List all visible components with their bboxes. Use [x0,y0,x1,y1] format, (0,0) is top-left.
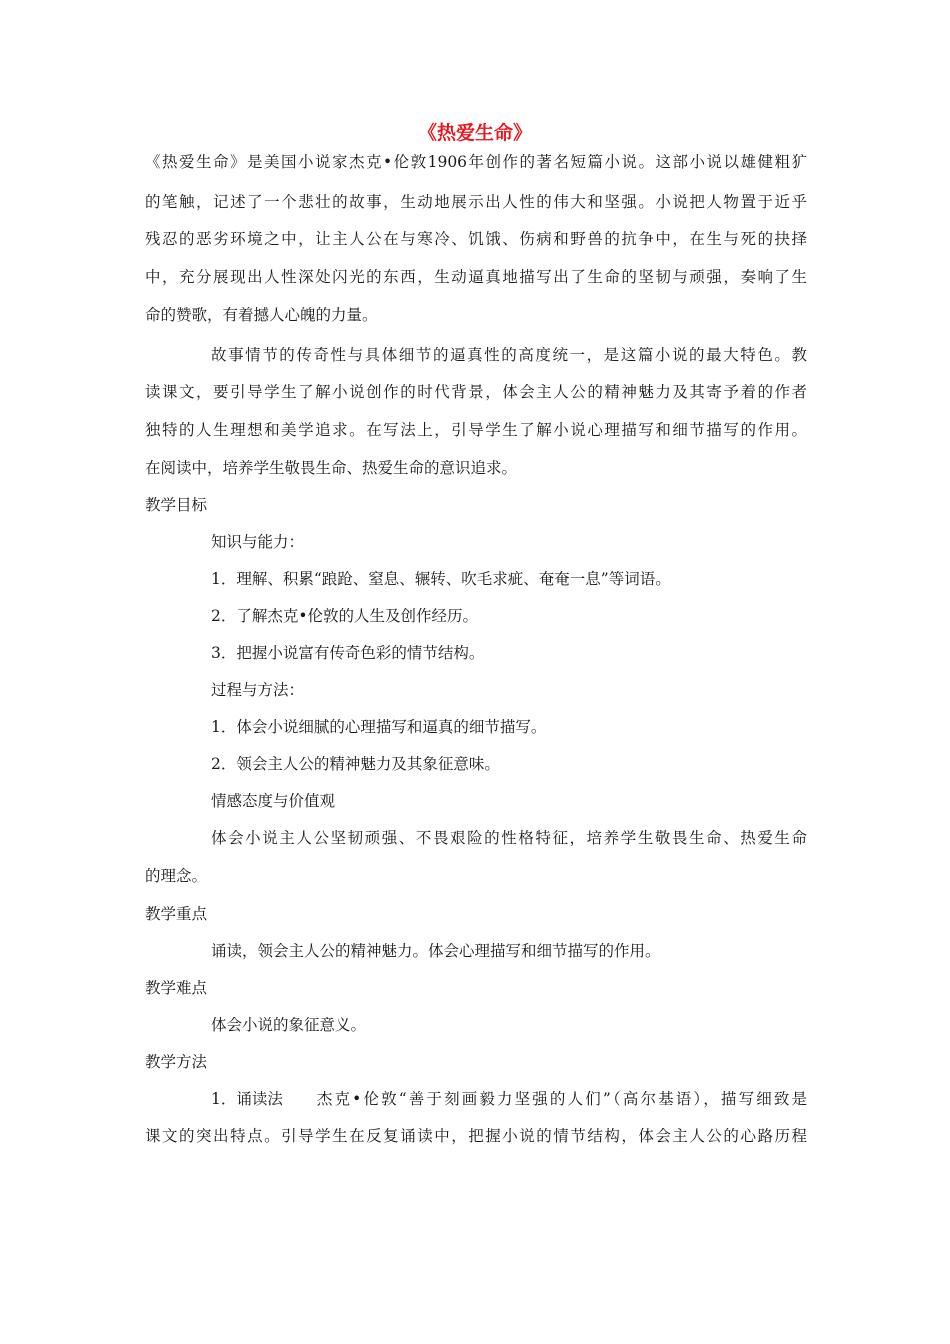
section-heading: 教学重点 [145,905,208,923]
list-item: 1．理解、积累“踉跄、窒息、辗转、吹毛求疵、奄奄一息”等词语。 [211,570,671,588]
section-heading: 教学目标 [145,496,208,514]
intro-line: 中，充分展现出人性深处闪光的东西，生动逼真地描写出了生命的坚韧与顽强，奏响了生 [145,268,807,286]
paragraph-line: 课文的突出特点。引导学生在反复诵读中，把握小说的情节结构，体会主人公的心路历程 [145,1127,807,1145]
document-title: 《热爱生命》 [417,122,532,144]
list-item: 3．把握小说富有传奇色彩的情节结构。 [211,644,485,662]
intro-line: 的笔触，记述了一个悲壮的故事，生动地展示出人性的伟大和坚强。小说把人物置于近乎 [145,193,807,211]
subsection-heading: 知识与能力： [211,533,305,551]
subsection-heading: 情感态度与价值观 [211,792,336,810]
intro-line: 命的赞歌，有着撼人心魄的力量。 [145,306,378,324]
intro-line: 残忍的恶劣环境之中，让主人公在与寒冷、饥饿、伤病和野兽的抗争中，在生与死的抉择 [145,230,807,248]
paragraph-line: 在阅读中，培养学生敬畏生命、热爱生命的意识追求。 [145,459,518,477]
paragraph-line: 诵读，领会主人公的精神魅力。体会心理描写和细节描写的作用。 [211,942,661,960]
subsection-heading: 过程与方法： [211,681,305,699]
method-line [211,1089,807,1109]
method-description: 杰克•伦敦“善于刻画毅力坚强的人们”（高尔基语），描写细致是 [316,1090,807,1108]
paragraph-line: 读课文，要引导学生了解小说创作的时代背景，体会主人公的精神魅力及其寄予着的作者 [145,383,807,401]
paragraph-line: 的理念。 [145,867,208,885]
list-item: 2．了解杰克•伦敦的人生及创作经历。 [211,607,479,625]
list-item: 1．体会小说细腻的心理描写和逼真的细节描写。 [211,718,547,736]
method-label: 1．诵读法 [211,1090,283,1108]
section-heading: 教学方法 [145,1053,208,1071]
paragraph-line: 故事情节的传奇性与具体细节的逼真性的高度统一，是这篇小说的最大特色。教 [211,346,807,364]
paragraph-line: 体会小说的象征意义。 [211,1016,367,1034]
list-item: 2．领会主人公的精神魅力及其象征意味。 [211,755,500,773]
paragraph-line: 体会小说主人公坚韧顽强、不畏艰险的性格特征，培养学生敬畏生命、热爱生命 [211,829,807,847]
section-heading: 教学难点 [145,979,208,997]
paragraph-line: 独特的人生理想和美学追求。在写法上，引导学生了解小说心理描写和细节描写的作用。 [145,421,807,439]
intro-line: 《热爱生命》是美国小说家杰克•伦敦1906年创作的著名短篇小说。这部小说以雄健粗犷 [145,153,807,171]
